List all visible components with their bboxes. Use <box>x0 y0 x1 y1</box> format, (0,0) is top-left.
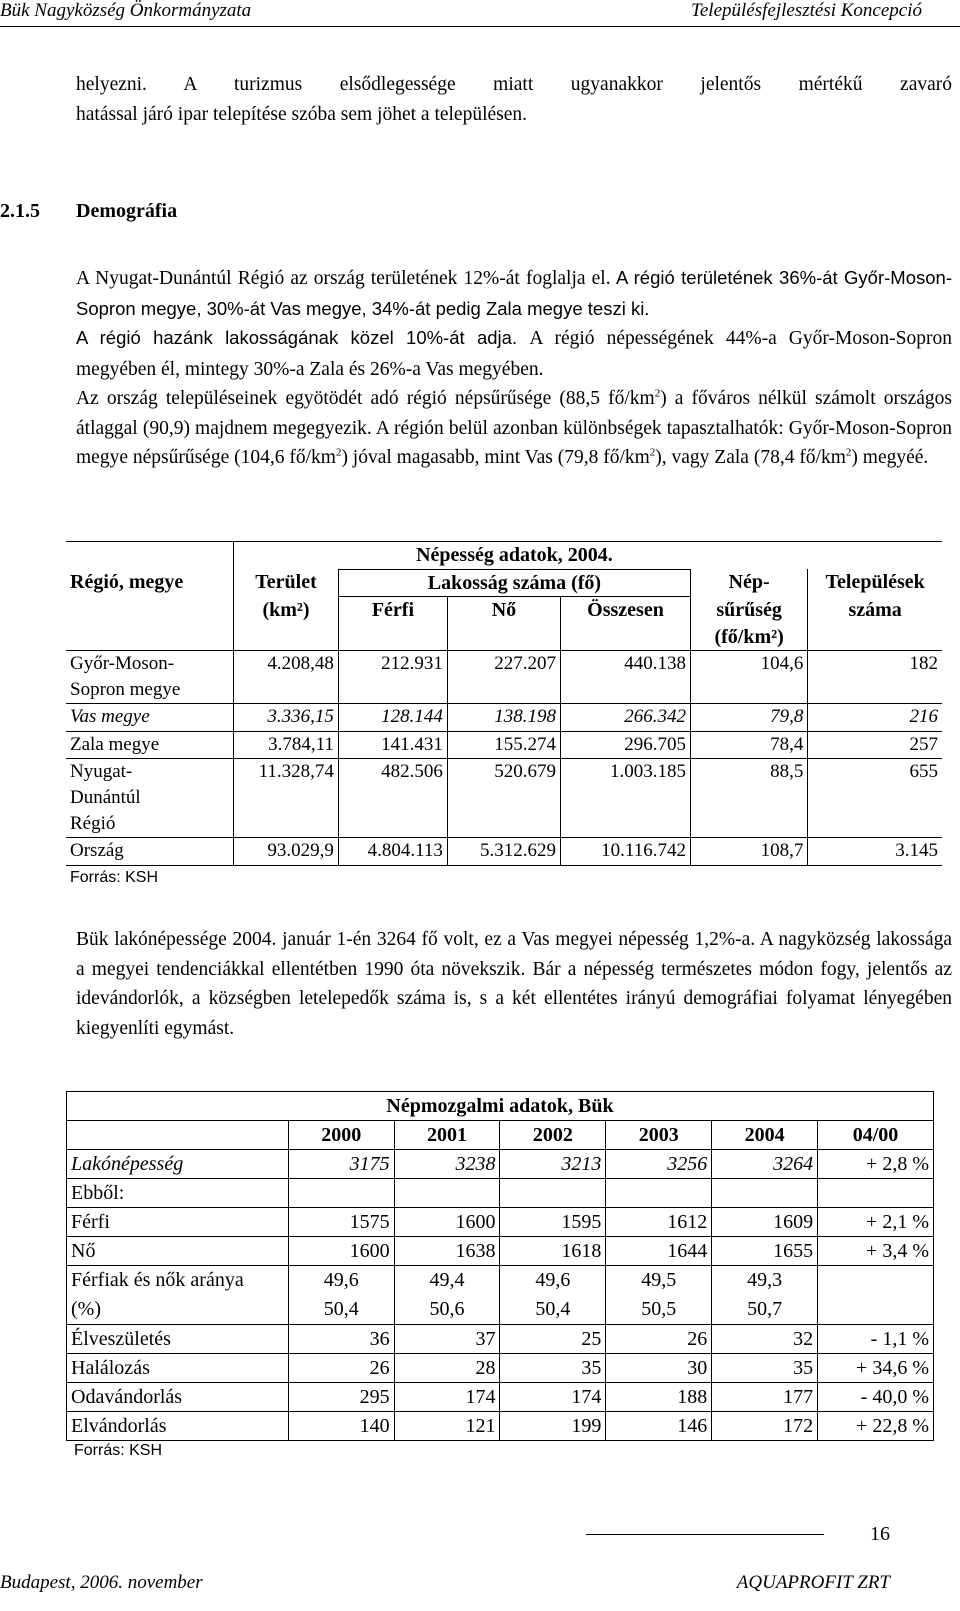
cell-value: 3264 <box>712 1150 818 1179</box>
table-row <box>67 1208 934 1237</box>
cell-value: 121 <box>394 1412 500 1441</box>
cell-value: 3256 <box>606 1150 712 1179</box>
table1-title: Népesség adatok, 2004. <box>338 542 690 570</box>
table-row <box>67 1266 934 1325</box>
row-label: Ebből: <box>67 1179 289 1208</box>
cell-value: 36 <box>288 1325 394 1354</box>
superscript-2: 2 <box>649 446 656 459</box>
table-row <box>66 838 942 866</box>
cell-change: + 2,8 % <box>818 1150 934 1179</box>
cell-area: 4.208,48 <box>234 651 339 704</box>
cell-area: 11.328,74 <box>234 759 339 838</box>
table-row <box>67 1237 934 1266</box>
cell-value: 50,4 <box>323 1298 359 1320</box>
cell-value: 26 <box>288 1354 394 1383</box>
cell-value: 1655 <box>712 1237 818 1266</box>
cell-value: 30 <box>606 1354 712 1383</box>
col-settlements-1: Települések <box>808 569 942 597</box>
cell-value: 50,7 <box>747 1298 783 1320</box>
row-label-cont: (%) <box>71 1298 101 1320</box>
cell-value: 3213 <box>500 1150 606 1179</box>
row-name: Ország <box>66 838 234 866</box>
table-row <box>66 759 942 838</box>
col-total: Összesen <box>561 597 691 624</box>
cell-value: 188 <box>606 1383 712 1412</box>
cell-total: 10.116.742 <box>561 838 691 866</box>
table1-source: Forrás: KSH <box>70 868 159 886</box>
row-label: Elvándorlás <box>67 1412 289 1441</box>
table-row <box>66 651 942 704</box>
cell-value: 37 <box>394 1325 500 1354</box>
cell-value: 49,6 <box>535 1269 571 1291</box>
section-heading <box>0 200 177 223</box>
cell-value: 50,5 <box>641 1298 677 1320</box>
cell-value: 295 <box>288 1383 394 1412</box>
footer-rule <box>586 1534 824 1535</box>
cell-value: 28 <box>394 1354 500 1383</box>
table2-title-row <box>67 1092 934 1121</box>
demography-paragraph <box>76 263 952 473</box>
cell-density: 108,7 <box>690 838 807 866</box>
cell-area: 3.336,15 <box>234 704 339 732</box>
cell-male: 128.144 <box>338 704 447 732</box>
header-right: Településfejlesztési Koncepció <box>691 0 922 21</box>
cell-density: 88,5 <box>690 759 807 838</box>
table2-source: Forrás: KSH <box>74 1442 163 1459</box>
para1-s6c: ), vagy Zala (78,4 fő/km <box>655 447 846 468</box>
cell-change: + 3,4 % <box>818 1237 934 1266</box>
cell-value: 174 <box>500 1383 606 1412</box>
cell-value: 1600 <box>288 1237 394 1266</box>
superscript-2: 2 <box>335 446 342 459</box>
superscript-2: 2 <box>654 387 661 400</box>
cell-value: 1612 <box>606 1208 712 1237</box>
cell-value: 174 <box>394 1383 500 1412</box>
population-table <box>66 541 942 890</box>
cell-total: 266.342 <box>561 704 691 732</box>
cell-settlements: 655 <box>808 759 942 838</box>
cell-density: 104,6 <box>690 651 807 704</box>
year-header: 2004 <box>712 1121 818 1150</box>
cell-value: 1618 <box>500 1237 606 1266</box>
row-name: Győr-Moson- <box>70 653 175 674</box>
cell-value: 199 <box>500 1412 606 1441</box>
year-header: 2002 <box>500 1121 606 1150</box>
cell-value: 1595 <box>500 1208 606 1237</box>
table1-header-row-1 <box>66 569 942 597</box>
table1-header-row-2 <box>66 597 942 624</box>
table1-header-row-3 <box>66 624 942 651</box>
cell-female: 155.274 <box>447 731 560 759</box>
footer-right: AQUAPROFIT ZRT <box>736 1572 890 1593</box>
cell-value: 35 <box>500 1354 606 1383</box>
cell-value: 146 <box>606 1412 712 1441</box>
table2-year-row <box>67 1121 934 1150</box>
row-label: Halálozás <box>67 1354 289 1383</box>
footer-left: Budapest, 2006. november <box>0 1572 203 1593</box>
cell-male: 141.431 <box>338 731 447 759</box>
cell-change: - 1,1 % <box>818 1325 934 1354</box>
cell-female: 138.198 <box>447 704 560 732</box>
cell-change: + 34,6 % <box>818 1354 934 1383</box>
intro-line-1: helyezni. A turizmus elsődlegessége miatt ugyanakkor jelentős mértékű zavaró <box>76 74 952 95</box>
cell-settlements: 3.145 <box>808 838 942 866</box>
para1-s6a: A régión belül azonban különbségek tapasztalhatók: Győr-Moson-Sopron megye népsűrűsége (104,6 fő/km <box>76 417 952 468</box>
cell-total: 296.705 <box>561 731 691 759</box>
para1-s2: A régió területének 36%-át Győr-Moson-Sopron megye, 30%-át Vas megye, 34%-át pedig Zala megye teszi ki. <box>76 267 952 319</box>
col-area-2: (km²) <box>234 597 339 624</box>
table-row <box>66 704 942 732</box>
cell-value: 1600 <box>394 1208 500 1237</box>
intro-line-2: hatással járó ipar telepítése szóba sem jöhet a településen. <box>76 103 528 125</box>
cell-value: 1638 <box>394 1237 500 1266</box>
cell-value: 49,3 <box>747 1269 783 1291</box>
col-population: Lakosság száma (fő) <box>338 569 690 597</box>
cell-value: 1575 <box>288 1208 394 1237</box>
para1-s4: A régió népességének 44%-a Győr-Moson-Sopron megyében él, mintegy 30%-a Zala és 26%-a Vas megyében. <box>76 328 952 380</box>
para1-s5a: Az ország településeinek egyötödét adó régió népsűrűsége (88,5 fő/km <box>76 388 655 409</box>
cell-value: 35 <box>712 1354 818 1383</box>
row-name-cont: Dunántúl <box>70 787 141 808</box>
cell-value: 172 <box>712 1412 818 1441</box>
col-density-1: Nép- <box>690 569 807 597</box>
cell-total: 1.003.185 <box>561 759 691 838</box>
col-density-3: (fő/km²) <box>690 624 807 651</box>
row-label: Nő <box>67 1237 289 1266</box>
page-number: 16 <box>870 1523 890 1545</box>
cell-value: 25 <box>500 1325 606 1354</box>
row-label: Lakónépesség <box>67 1150 289 1179</box>
para1-s5b: ) a főváros nélkül számolt országos átlaggal (90,9) majdnem megegyezik. <box>76 388 952 439</box>
table-row <box>67 1354 934 1383</box>
page-header <box>0 0 960 27</box>
row-name-cont: Régió <box>70 813 116 834</box>
col-area-1: Terület <box>234 569 339 597</box>
cell-male: 482.506 <box>338 759 447 838</box>
cell-value: 49,6 <box>323 1269 359 1291</box>
cell-value: 50,6 <box>429 1298 465 1320</box>
superscript-2: 2 <box>845 446 852 459</box>
table-row <box>67 1325 934 1354</box>
year-header: 2001 <box>394 1121 500 1150</box>
cell-settlements: 216 <box>808 704 942 732</box>
cell-value: 3175 <box>288 1150 394 1179</box>
cell-male: 4.804.113 <box>338 838 447 866</box>
cell-value: 1609 <box>712 1208 818 1237</box>
row-name: Nyugat- <box>70 761 133 782</box>
para1-s6d: ) megyéé. <box>851 447 929 468</box>
header-left: Bük Nagyközség Önkormányzata <box>0 0 252 21</box>
para1-s1: A Nyugat-Dunántúl Régió az ország területének 12%-át foglalja el. <box>76 268 611 289</box>
cell-total: 440.138 <box>561 651 691 704</box>
cell-settlements: 257 <box>808 731 942 759</box>
table-row <box>67 1150 934 1179</box>
section-number: 2.1.5 <box>0 200 40 222</box>
cell-male: 212.931 <box>338 651 447 704</box>
cell-value: 49,4 <box>429 1269 465 1291</box>
change-header: 04/00 <box>818 1121 934 1150</box>
cell-settlements: 182 <box>808 651 942 704</box>
cell-value: 49,5 <box>641 1269 677 1291</box>
table-row <box>67 1179 934 1208</box>
cell-female: 227.207 <box>447 651 560 704</box>
year-header: 2000 <box>288 1121 394 1150</box>
table-row <box>66 731 942 759</box>
col-female: Nő <box>447 597 560 624</box>
table-row <box>67 1383 934 1412</box>
para1-s3: A régió hazánk lakosságának közel 10%-át adja. <box>76 327 518 348</box>
row-label: Férfiak és nők aránya <box>71 1269 244 1291</box>
cell-value: 3238 <box>394 1150 500 1179</box>
cell-change: + 22,8 % <box>818 1412 934 1441</box>
row-name: Vas megye <box>66 704 234 732</box>
cell-female: 520.679 <box>447 759 560 838</box>
cell-value: 26 <box>606 1325 712 1354</box>
cell-area: 3.784,11 <box>234 731 339 759</box>
table2-title: Népmozgalmi adatok, Bük <box>67 1092 934 1121</box>
row-label: Odavándorlás <box>67 1383 289 1412</box>
cell-density: 78,4 <box>690 731 807 759</box>
col-settlements-2: száma <box>808 597 942 624</box>
cell-value: 140 <box>288 1412 394 1441</box>
year-header: 2003 <box>606 1121 712 1150</box>
page-footer <box>0 1520 960 1611</box>
cell-area: 93.029,9 <box>234 838 339 866</box>
section-title: Demográfia <box>76 200 178 222</box>
cell-change: + 2,1 % <box>818 1208 934 1237</box>
para1-s6b: ) jóval magasabb, mint Vas (79,8 fő/km <box>341 447 650 468</box>
row-label: Férfi <box>67 1208 289 1237</box>
col-density-2: sűrűség <box>690 597 807 624</box>
intro-paragraph <box>76 70 952 129</box>
cell-value: 177 <box>712 1383 818 1412</box>
row-name: Zala megye <box>66 731 234 759</box>
col-region: Régió, megye <box>70 571 184 593</box>
cell-density: 79,8 <box>690 704 807 732</box>
cell-value: 32 <box>712 1325 818 1354</box>
row-label: Élveszületés <box>67 1325 289 1354</box>
cell-female: 5.312.629 <box>447 838 560 866</box>
row-name-cont: Sopron megye <box>70 679 181 700</box>
population-movement-table <box>66 1091 934 1441</box>
cell-value: 1644 <box>606 1237 712 1266</box>
para2-text: Bük lakónépessége 2004. január 1-én 3264 fő volt, ez a Vas megyei népesség 1,2%-a. A nagyközség lakossága a megyei tendenciákkal ellentétben 1990 óta növekszik. Bár a népesség természetes módon fogy, jelentős az idevándorlók, a községben letelepedők száma is, s a két ellentétes irányú demográfiai folyamat lényegében kiegyenlíti egymást. <box>76 929 952 1039</box>
table1-title-row <box>66 542 942 570</box>
table-row <box>67 1412 934 1441</box>
cell-value: 50,4 <box>535 1298 571 1320</box>
cell-change: - 40,0 % <box>818 1383 934 1412</box>
buk-paragraph <box>76 925 952 1043</box>
col-male: Férfi <box>338 597 447 624</box>
